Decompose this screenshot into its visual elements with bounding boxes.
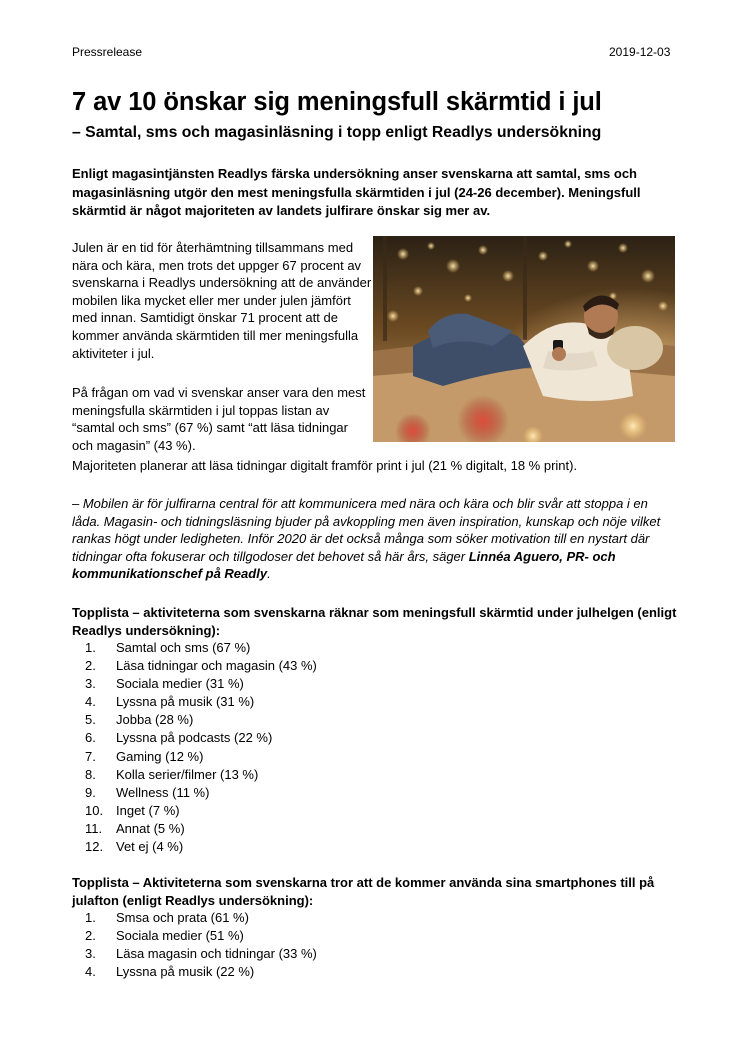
body-paragraph-1: Julen är en tid för återhämtning tillsammans med nära och kära, men trots det uppger 67 procent av svenskarna i Readlys undersökning att de använder mobilen lika mycket eller mer under julen jämfört med innan. Samtidigt önskar 71 procent att de kommer använda skärmtiden till mer meningsfulla aktiviteter i jul. bbox=[72, 240, 372, 361]
list-item bbox=[72, 693, 317, 711]
list-item-text: Samtal och sms (67 %) bbox=[116, 640, 251, 655]
list-item bbox=[72, 729, 317, 747]
list-item-text: Wellness (11 %) bbox=[116, 784, 210, 800]
page-subtitle: – Samtal, sms och magasinläsning i topp enligt Readlys undersökning bbox=[72, 124, 602, 141]
list-item-text: Sociala medier (31 %) bbox=[116, 676, 244, 692]
list-item-number: 8. bbox=[85, 766, 96, 782]
list-item-number: 4. bbox=[85, 694, 96, 710]
list-item-number: 2. bbox=[85, 658, 96, 674]
document-type-label: Pressrelease bbox=[72, 45, 143, 59]
list-item bbox=[72, 639, 317, 657]
list-item-number: 2. bbox=[85, 928, 96, 944]
list-item bbox=[72, 748, 317, 766]
list-item-number: 5. bbox=[85, 712, 96, 728]
list-item bbox=[72, 927, 317, 945]
list-item-text: Läsa magasin och tidningar (33 %) bbox=[116, 946, 317, 962]
quote-text: – Mobilen är för julfirarna central för att kommunicera med nära och kära och blir svår att stoppa i en låda. Magasin- och tidningsläsning bjuder på avkoppling men även inspiration, kunskap och nöje vilket rankas högt under ledigheten. Inför 2020 är det också många som söker motivation till en nystart där tidningar ofta fokuserar och tillgodoser det behovet så här års, säger bbox=[72, 496, 661, 564]
list-item bbox=[72, 711, 317, 729]
man-on-sofa-with-phone-photo bbox=[373, 236, 675, 442]
list-item-number: 1. bbox=[85, 640, 96, 655]
toplist-1-title: Topplista – aktiviteterna som svenskarna räknar som meningsfull skärmtid under julhelgen (enligt Readlys undersökning): bbox=[72, 605, 677, 638]
list-item-text: Vet ej (4 %) bbox=[116, 839, 184, 855]
list-item-text: Annat (5 %) bbox=[116, 820, 185, 836]
list-item bbox=[72, 766, 317, 784]
list-item bbox=[72, 820, 317, 838]
list-item-text: Sociala medier (51 %) bbox=[116, 928, 244, 944]
list-item-text: Smsa och prata (61 %) bbox=[116, 910, 249, 925]
list-item-number: 6. bbox=[85, 730, 96, 746]
list-item-number: 11. bbox=[85, 820, 103, 836]
list-item-number: 7. bbox=[85, 748, 96, 764]
photo-illustration bbox=[373, 236, 675, 442]
list-item bbox=[72, 945, 317, 963]
list-item-number: 12. bbox=[85, 839, 104, 855]
document-date: 2019-12-03 bbox=[609, 45, 671, 59]
list-item-text: Jobba (28 %) bbox=[116, 712, 194, 728]
toplist-2-title: Topplista – Aktiviteterna som svenskarna tror att de kommer använda sina smartphones till på julafton (enligt Readlys undersökning): bbox=[72, 875, 655, 908]
list-item-text: Lyssna på musik (22 %) bbox=[116, 964, 255, 980]
lead-paragraph: Enligt magasintjänsten Readlys färska undersökning anser svenskarna att samtal, sms och magasinläsning utgör den mest meningsfulla skärmtiden i jul (24-26 december). Meningsfull skärmtid är något majoriteten av landets julfirare önskar sig mer av. bbox=[72, 166, 641, 219]
list-item-text: Kolla serier/filmer (13 %) bbox=[116, 766, 259, 782]
list-item bbox=[72, 657, 317, 675]
quote-speaker: Linnéa Aguero, PR- och kommunikationschef på Readly bbox=[72, 548, 616, 582]
quote-paragraph bbox=[72, 495, 672, 583]
list-item-text: Lyssna på musik (31 %) bbox=[116, 694, 255, 710]
list-item-text: Lyssna på podcasts (22 %) bbox=[116, 730, 273, 746]
list-item bbox=[72, 675, 317, 693]
list-item-text: Läsa tidningar och magasin (43 %) bbox=[116, 658, 317, 674]
body-paragraph-2: På frågan om vad vi svenskar anser vara den mest meningsfulla skärmtiden i jul toppas listan av “samtal och sms” (67 %) samt “att läsa tidningar och magasin” (43 %). bbox=[72, 385, 366, 453]
list-item-text: Gaming (12 %) bbox=[116, 748, 204, 764]
list-item bbox=[72, 802, 317, 820]
list-item-number: 3. bbox=[85, 946, 96, 962]
list-item bbox=[72, 963, 317, 981]
toplist-2 bbox=[72, 909, 317, 981]
quote-end: . bbox=[267, 566, 271, 582]
list-item bbox=[72, 909, 317, 927]
list-item-number: 1. bbox=[85, 910, 96, 925]
list-item-number: 9. bbox=[85, 784, 96, 800]
list-item bbox=[72, 784, 317, 802]
list-item-number: 4. bbox=[85, 964, 96, 980]
body-paragraph-3: Majoriteten planerar att läsa tidningar digitalt framför print i jul (21 % digitalt, 18 % print). bbox=[72, 458, 578, 473]
list-item-number: 10. bbox=[85, 802, 104, 818]
toplist-1 bbox=[72, 639, 317, 856]
list-item bbox=[72, 838, 317, 856]
list-item-number: 3. bbox=[85, 676, 96, 692]
list-item-text: Inget (7 %) bbox=[116, 802, 180, 818]
page-title: 7 av 10 önskar sig meningsfull skärmtid i jul bbox=[72, 88, 602, 116]
